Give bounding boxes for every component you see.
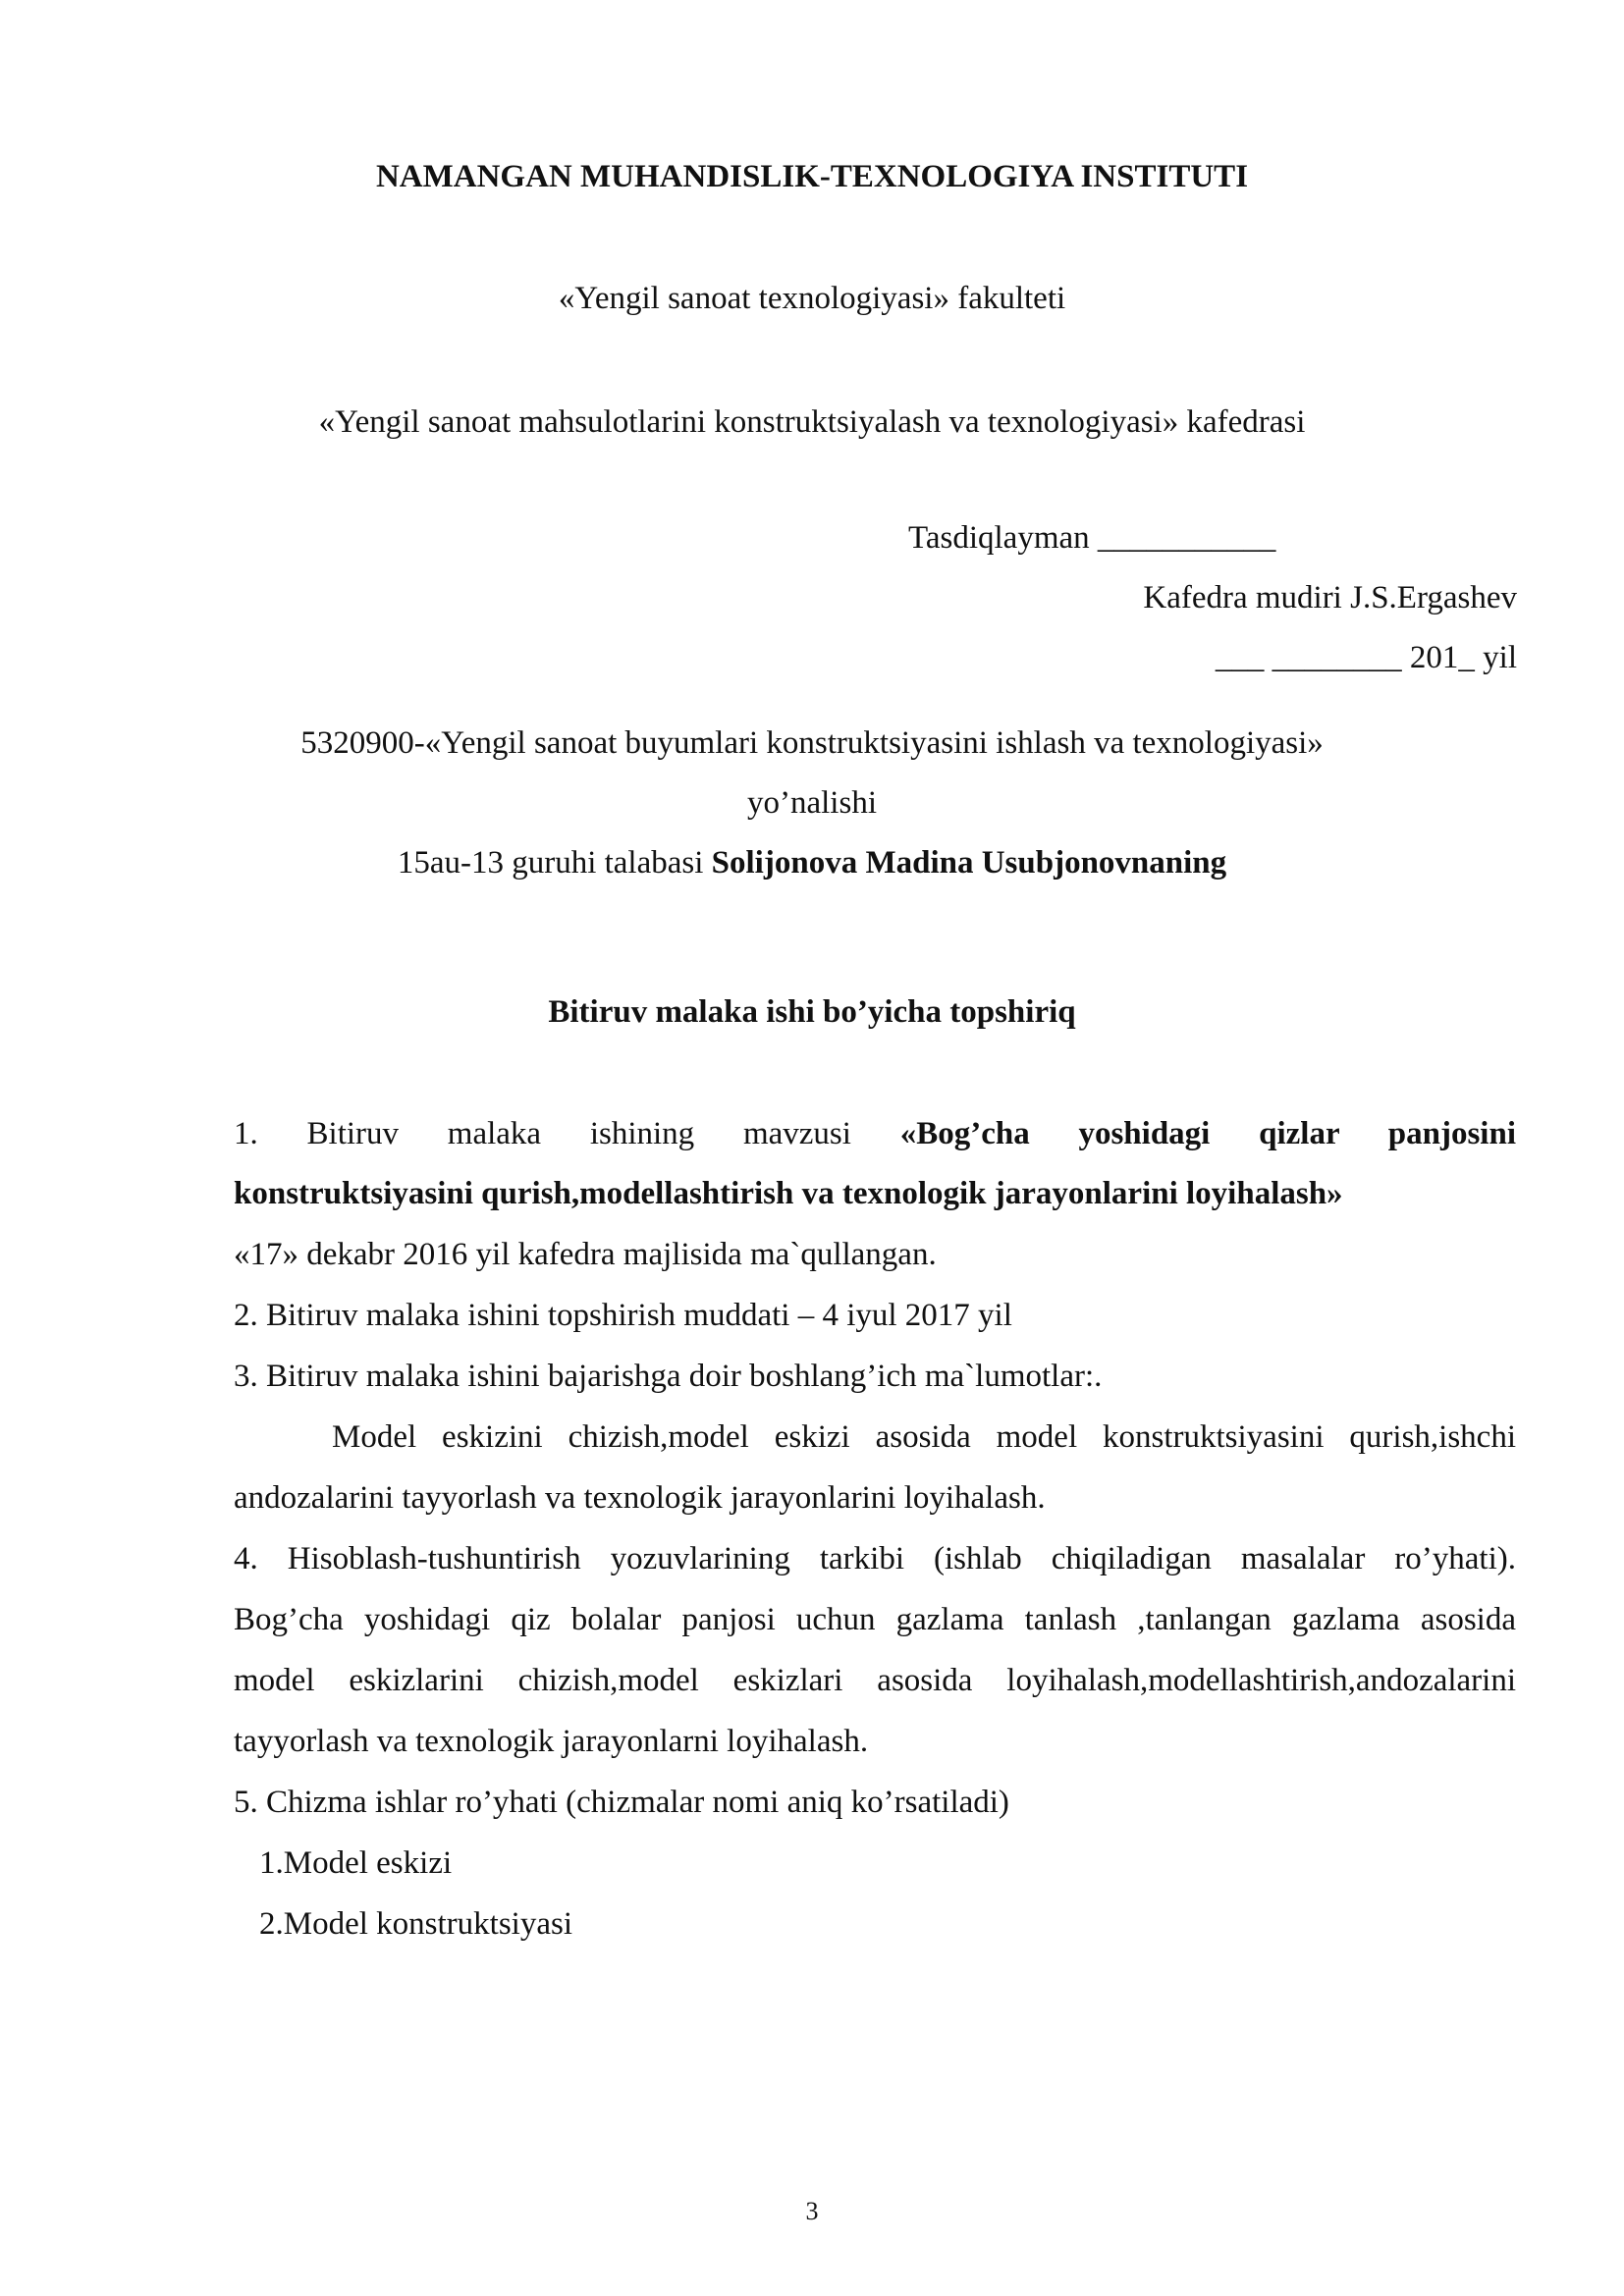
- item4-line2: Bog’cha yoshidagi qiz bolalar panjosi uchun gazlama tanlash ,tanlangan gazlama asosida: [234, 1602, 1516, 1637]
- item4-line3: model eskizlarini chizish,model eskizlari asosida loyihalash,modellashtirish,andozalarini: [234, 1663, 1516, 1698]
- item4-line4: tayyorlash va texnologik jarayonlarni loyihalash.: [234, 1724, 869, 1759]
- student-line: [0, 843, 1624, 882]
- direction-label: yo’nalishi: [747, 785, 877, 821]
- item1-line1: [234, 1114, 1516, 1153]
- item1-topic-part2: konstruktsiyasini qurish,modellashtirish va texnologik jarayonlarini loyihalash»: [234, 1176, 1343, 1211]
- institute-name: NAMANGAN MUHANDISLIK-TEXNOLOGIYA INSTITUTI: [375, 159, 1249, 194]
- approval-signature-line: Tasdiqlayman ___________: [908, 520, 1276, 556]
- department-name: «Yengil sanoat mahsulotlarini konstruktsiyalash va texnologiyasi» kafedrasi: [318, 404, 1306, 440]
- item1-prefix: 1. Bitiruv malaka ishining mavzusi: [234, 1116, 900, 1151]
- document-title: Bitiruv malaka ishi bo’yicha topshiriq: [548, 994, 1076, 1030]
- direction-code: 5320900-«Yengil sanoat buyumlari konstruktsiyasini ishlash va texnologiyasi»: [300, 725, 1324, 761]
- approval-date: ___ ________ 201_ yil: [1215, 640, 1517, 675]
- item3-text-line2: andozalarini tayyorlash va texnologik jarayonlarini loyihalash.: [234, 1480, 1046, 1516]
- item4-line1: 4. Hisoblash-tushuntirish yozuvlarining tarkibi (ishlab chiqiladigan masalalar ro’yhati).: [234, 1541, 1516, 1576]
- department-head: Kafedra mudiri J.S.Ergashev: [1143, 580, 1517, 615]
- item3-text-line1: Model eskizini chizish,model eskizi asosida model konstruktsiyasini qurish,ishchi: [332, 1419, 1516, 1455]
- drawing-item: 1.Model eskizi: [259, 1845, 453, 1881]
- item5-heading: 5. Chizma ishlar ro’yhati (chizmalar nomi aniq ko’rsatiladi): [234, 1785, 1009, 1820]
- item3-heading: 3. Bitiruv malaka ishini bajarishga doir boshlang’ich ma`lumotlar:.: [234, 1359, 1103, 1394]
- item1-topic-part1: «Bog’cha yoshidagi qizlar panjosini: [899, 1116, 1516, 1151]
- student-name: Solijonova Madina Usubjonovnaning: [711, 845, 1227, 881]
- drawing-item: 2.Model konstruktsiyasi: [259, 1906, 572, 1942]
- item1-approval-date: «17» dekabr 2016 yil kafedra majlisida ma`qullangan.: [234, 1237, 937, 1272]
- item2-deadline: 2. Bitiruv malaka ishini topshirish muddati – 4 iyul 2017 yil: [234, 1298, 1012, 1333]
- page-number: 3: [805, 2197, 819, 2225]
- faculty-name: «Yengil sanoat texnologiyasi» fakulteti: [558, 281, 1066, 316]
- group-prefix: 15au-13 guruhi talabasi: [397, 845, 712, 881]
